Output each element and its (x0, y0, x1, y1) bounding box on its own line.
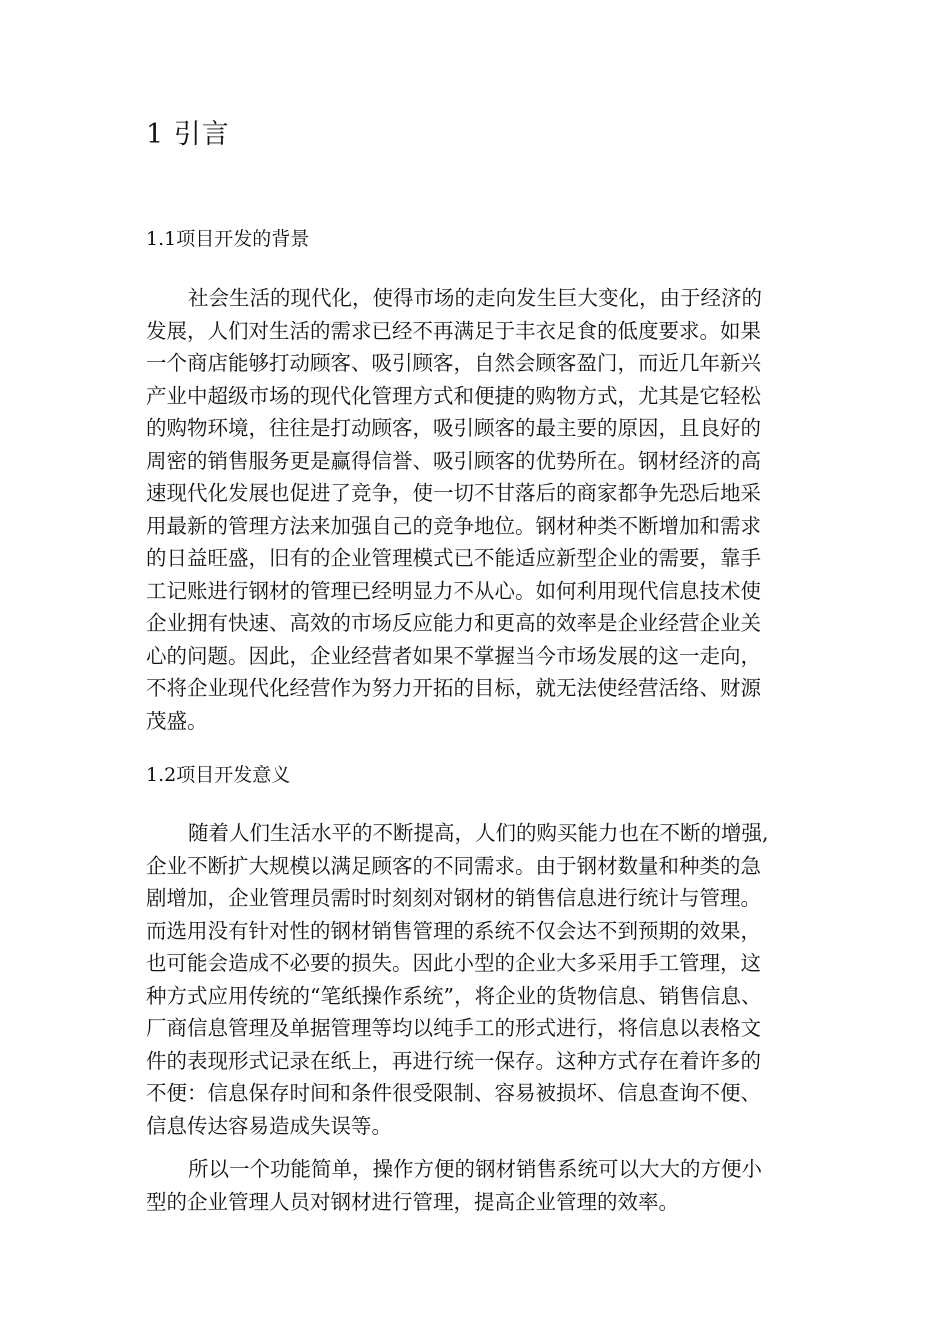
text-line: 型的企业管理人员对钢材进行管理，提高企业管理的效率。 (146, 1189, 679, 1214)
text-line: 工记账进行钢材的管理已经明显力不从心。如何利用现代信息技术使 (146, 578, 761, 603)
text-line: 的购物环境，往往是打动顾客，吸引顾客的最主要的原因，且良好的 (146, 416, 761, 440)
text-line: 件的表现形式记录在纸上，再进行统一保存。这种方式存在着许多的 (146, 1048, 761, 1073)
section-title-1-2: 1.2项目开发意义 (146, 764, 291, 786)
text-line: 社会生活的现代化，使得市场的走向发生巨大变化，由于经济的 (188, 286, 762, 310)
text-line: 而选用没有针对性的钢材销售管理的系统不仅会达不到预期的效果， (146, 918, 761, 943)
section-title-1-1: 1.1项目开发的背景 (146, 228, 310, 250)
text-line: 信息传达容易造成失误等。 (146, 1113, 392, 1138)
text-line: 心的问题。因此，企业经营者如果不掌握当今市场发展的这一走向， (146, 643, 761, 668)
text-line: 一个商店能够打动顾客、吸引顾客，自然会顾客盈门，而近几年新兴 (146, 351, 761, 375)
text-line: 产业中超级市场的现代化管理方式和便捷的购物方式，尤其是它轻松 (146, 383, 761, 408)
text-line: 企业拥有快速、高效的市场反应能力和更高的效率是企业经营企业关 (146, 611, 761, 635)
text-line: 不将企业现代化经营作为努力开拓的目标，就无法使经营活络、财源 (146, 676, 761, 700)
paragraph-conclusion (146, 1153, 806, 1218)
text-line: 厂商信息管理及单据管理等均以纯手工的形式进行，将信息以表格文 (146, 1016, 761, 1040)
chapter-title: 1 引言 (146, 119, 230, 150)
text-line: 种方式应用传统的“笔纸操作系统”，将企业的货物信息、销售信息、 (146, 983, 762, 1008)
text-line: 的日益旺盛，旧有的企业管理模式已不能适应新型企业的需要，靠手 (146, 546, 761, 570)
text-line: 剧增加，企业管理员需时时刻刻对钢材的销售信息进行统计与管理。 (146, 886, 761, 910)
text-line: 速现代化发展也促进了竞争，使一切不甘落后的商家都争先恐后地采 (146, 481, 761, 505)
text-line: 周密的销售服务更是赢得信誉、吸引顾客的优势所在。钢材经济的高 (146, 448, 761, 473)
text-line: 茂盛。 (146, 708, 208, 733)
paragraph-background (146, 282, 806, 737)
paragraph-significance (146, 817, 806, 1142)
text-line: 随着人们生活水平的不断提高，人们的购买能力也在不断的增强, (188, 821, 769, 845)
text-line: 所以一个功能简单，操作方便的钢材销售系统可以大大的方便小 (188, 1157, 762, 1181)
text-line: 用最新的管理方法来加强自己的竞争地位。钢材种类不断增加和需求 (146, 513, 761, 538)
text-line: 也可能会造成不必要的损失。因此小型的企业大多采用手工管理，这 (146, 951, 761, 975)
text-line: 企业不断扩大规模以满足顾客的不同需求。由于钢材数量和种类的急 (146, 853, 761, 878)
text-line: 发展，人们对生活的需求已经不再满足于丰衣足食的低度要求。如果 (146, 318, 761, 343)
text-line: 不便：信息保存时间和条件很受限制、容易被损坏、信息查询不便、 (146, 1081, 761, 1105)
